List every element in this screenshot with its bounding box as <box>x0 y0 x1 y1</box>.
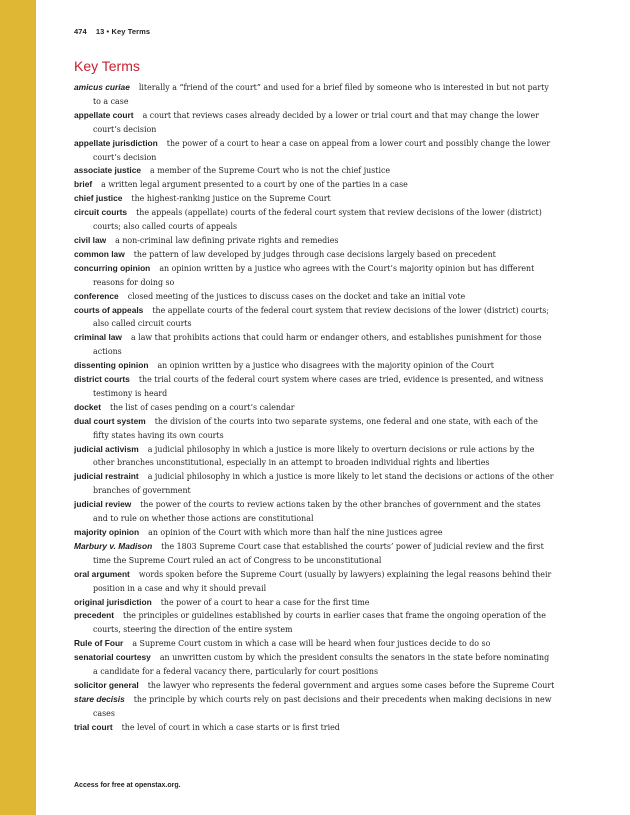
term-entry <box>74 373 556 401</box>
term-definition: the power of the courts to review actions taken by the other branches of government and the states and to rule on whether those actions are constitutional <box>93 500 541 524</box>
term-definition: a judicial philosophy in which a justice is more likely to overturn decisions or rule actions by the other branches unconstitutional, especially in an attempt to broaden individual rights and liberties <box>93 444 535 468</box>
term-entry <box>74 679 556 693</box>
term-name: district courts <box>74 374 130 385</box>
term-entry <box>74 164 556 178</box>
key-terms-list <box>74 81 556 735</box>
term-name: oral argument <box>74 568 130 579</box>
term-definition: a non-criminal law defining private rights and remedies <box>115 235 339 245</box>
term-name: stare decisis <box>74 693 125 704</box>
term-name: majority opinion <box>74 527 140 537</box>
term-definition: an opinion written by a justice who agrees with the Court’s majority opinion but has different reasons for doing so <box>93 263 535 287</box>
term-name: dissenting opinion <box>74 360 149 371</box>
term-definition: a judicial philosophy in which a justice is more likely to let stand the decisions or actions of the other branches of government <box>93 472 554 496</box>
term-name: brief <box>74 179 93 190</box>
term-entry <box>74 290 556 304</box>
term-entry <box>74 498 556 526</box>
term-name: judicial activism <box>74 443 139 454</box>
term-entry <box>74 470 556 498</box>
page-header <box>74 27 150 36</box>
term-entry <box>74 206 556 234</box>
term-entry <box>74 540 556 568</box>
page-title: Key Terms <box>74 58 140 74</box>
term-definition: a Supreme Court custom in which a case will be heard when four justices decide to do so <box>132 639 491 649</box>
term-name: courts of appeals <box>74 304 144 315</box>
term-entry <box>74 234 556 248</box>
term-definition: the power of a court to hear a case for the first time <box>160 597 370 607</box>
term-name: chief justice <box>74 193 123 204</box>
term-name: senatorial courtesy <box>74 652 151 663</box>
term-name: judicial restraint <box>74 471 139 482</box>
term-entry <box>74 248 556 262</box>
term-entry <box>74 693 556 721</box>
term-definition: a member of the Supreme Court who is not the chief justice <box>150 166 391 176</box>
term-definition: the principle by which courts rely on past decisions and their precedents when making decisions in new cases <box>93 694 552 718</box>
term-definition: the list of cases pending on a court’s calendar <box>110 402 295 412</box>
term-name: judicial review <box>74 499 132 510</box>
term-name: appellate jurisdiction <box>74 137 158 148</box>
term-definition: an opinion written by a justice who disagrees with the majority opinion of the Court <box>157 361 494 371</box>
term-definition: literally a “friend of the court” and used for a brief filed by someone who is interested in but not party to a case <box>93 83 549 106</box>
term-definition: an opinion of the Court with which more than half the nine justices agree <box>148 528 443 537</box>
term-entry <box>74 331 556 359</box>
term-entry <box>74 415 556 443</box>
term-definition: words spoken before the Supreme Court (usually by lawyers) explaining the legal reasons behind their position in a case and why it should prevail <box>93 569 552 593</box>
term-name: civil law <box>74 234 107 245</box>
term-definition: the principles or guidelines established by courts in earlier cases that frame the ongoing operation of the courts, steering the direction of the entire system <box>93 611 546 635</box>
term-name: solicitor general <box>74 679 139 690</box>
term-definition: the appeals (appellate) courts of the federal court system that review decisions of the lower (district) courts; also called courts of appeals <box>93 208 542 232</box>
term-definition: the level of court in which a case starts or is first tried <box>121 722 340 732</box>
term-definition: the lawyer who represents the federal government and argues some cases before the Supreme Court <box>147 680 555 690</box>
term-name: original jurisdiction <box>74 596 152 607</box>
term-entry <box>74 178 556 192</box>
term-name: associate justice <box>74 165 142 176</box>
term-entry <box>74 568 556 596</box>
term-name: conference <box>74 290 119 301</box>
term-entry <box>74 609 556 637</box>
page-footer: Access for free at openstax.org. <box>74 782 181 789</box>
term-name: Rule of Four <box>74 638 124 649</box>
term-definition: a written legal argument presented to a court by one of the parties in a case <box>101 180 408 190</box>
term-name: circuit courts <box>74 207 128 218</box>
term-definition: the appellate courts of the federal court system that review decisions of the lower (district) courts; also called circuit courts <box>93 305 550 329</box>
term-definition: the power of a court to hear a case on appeal from a lower court and possibly change the lower court’s decision <box>93 138 551 162</box>
term-name: concurring opinion <box>74 262 151 273</box>
term-definition: the highest-ranking justice on the Supreme Court <box>131 194 331 204</box>
term-definition: closed meeting of the justices to discuss cases on the docket and take an initial vote <box>127 291 466 301</box>
term-entry <box>74 262 556 290</box>
term-entry <box>74 192 556 206</box>
chapter-label: 13 • Key Terms <box>95 27 151 36</box>
term-name: dual court system <box>74 415 146 426</box>
term-name: criminal law <box>74 332 122 343</box>
term-name: precedent <box>74 610 115 621</box>
term-definition: a court that reviews cases already decided by a lower or trial court and that may change the lower court’s decision <box>93 110 539 134</box>
term-name: trial court <box>74 721 113 732</box>
term-name: appellate court <box>74 109 134 120</box>
term-definition: the 1803 Supreme Court case that established the courts’ power of judicial review and the first time the Supreme Court ruled an act of Congress to be unconstitutional <box>93 541 544 565</box>
term-entry <box>74 109 556 137</box>
term-entry <box>74 596 556 610</box>
page-number: 474 <box>74 27 87 36</box>
page-side-bar <box>0 0 36 815</box>
term-definition: the division of the courts into two separate systems, one federal and one state, with each of the fifty states having its own courts <box>93 416 538 440</box>
term-name: common law <box>74 248 125 259</box>
term-entry <box>74 637 556 651</box>
term-definition: an unwritten custom by which the president consults the senators in the state before nominating a candidate for a federal vacancy there, particularly for court positions <box>93 653 550 677</box>
term-entry <box>74 721 556 735</box>
term-name: Marbury v. Madison <box>74 540 153 551</box>
term-name: docket <box>74 401 101 412</box>
term-definition: the pattern of law developed by judges through case decisions largely based on precedent <box>133 249 496 259</box>
term-entry <box>74 443 556 471</box>
term-name: amicus curiae <box>74 82 130 92</box>
term-entry <box>74 526 556 540</box>
term-entry <box>74 401 556 415</box>
term-definition: the trial courts of the federal court system where cases are tried, evidence is presented, and witness testimony is heard <box>93 375 544 398</box>
term-entry <box>74 81 556 109</box>
term-entry <box>74 137 556 165</box>
term-definition: a law that prohibits actions that could harm or endanger others, and establishes punishment for those actions <box>93 333 542 357</box>
term-entry <box>74 651 556 679</box>
term-entry <box>74 359 556 373</box>
term-entry <box>74 304 556 332</box>
